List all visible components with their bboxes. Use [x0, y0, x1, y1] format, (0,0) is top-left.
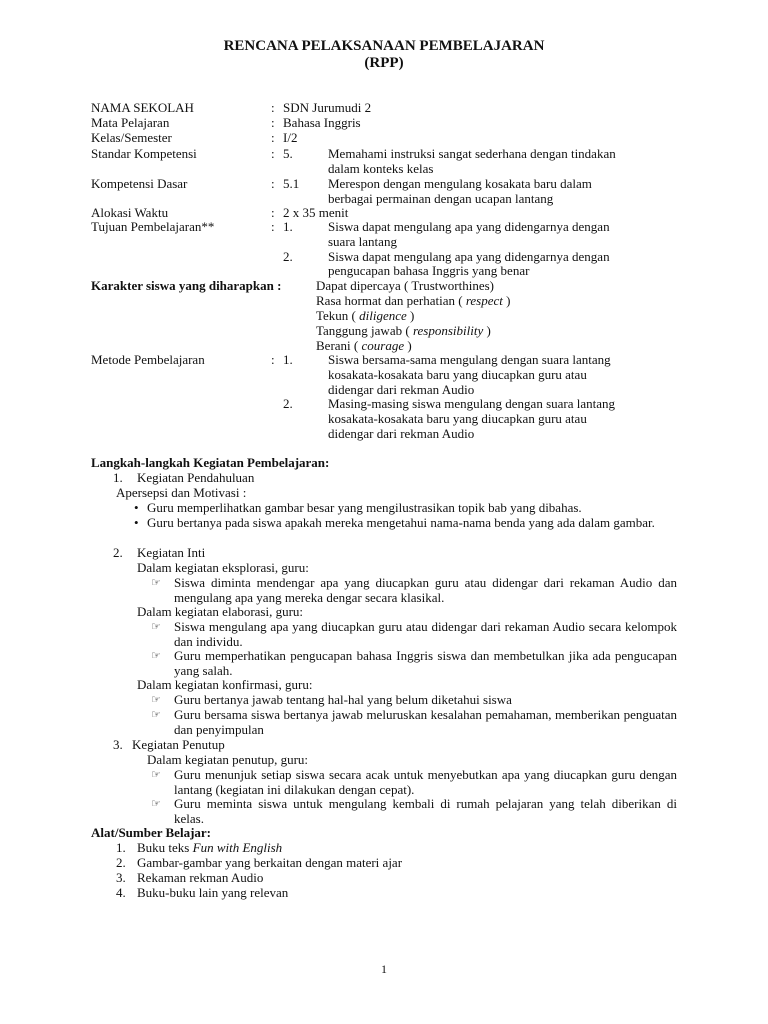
colon: :: [271, 100, 275, 115]
pointing-hand-icon: ☞: [151, 649, 161, 662]
activity-item: Guru memperhatikan pengucapan bahasa Inggris siswa dan membetulkan jika ada pengucapan yang salah.: [174, 648, 677, 678]
tujuan-text: suara lantang: [328, 234, 397, 249]
colon: :: [271, 176, 275, 191]
section-heading-alat: Alat/Sumber Belajar:: [91, 825, 211, 840]
bullet-icon: •: [134, 500, 139, 515]
label-mata-pelajaran: Mata Pelajaran: [91, 115, 170, 130]
colon: :: [271, 352, 275, 367]
bullet-item: Guru bertanya pada siswa apakah mereka mengetahui nama-nama benda yang ada dalam gambar.: [147, 515, 655, 530]
resource-item: Gambar-gambar yang berkaitan dengan materi ajar: [137, 855, 403, 870]
metode-text: didengar dari rekman Audio: [328, 382, 475, 397]
tujuan-text: Siswa dapat mengulang apa yang didengarnya dengan: [328, 219, 610, 234]
metode-text: kosakata-kosakata baru yang diucapkan guru atau: [328, 367, 587, 382]
subsection-title: Kegiatan Pendahuluan: [137, 470, 255, 485]
bullet-item: Guru memperlihatkan gambar besar yang mengilustrasikan topik bab yang dibahas.: [147, 500, 582, 515]
pointing-hand-icon: ☞: [151, 576, 161, 589]
activity-item: Guru bersama siswa bertanya jawab meluruskan kesalahan pemahaman, memberikan penguatan dan penyimpulan: [174, 707, 677, 737]
colon: :: [271, 205, 275, 220]
karakter-item: Berani ( courage ): [316, 338, 412, 353]
tujuan-number: 1.: [283, 219, 293, 234]
list-number: 1.: [113, 470, 123, 485]
label-kompetensi-dasar: Kompetensi Dasar: [91, 176, 188, 191]
tujuan-number: 2.: [283, 249, 293, 264]
value-kelas-semester: I/2: [283, 130, 298, 145]
list-number: 3.: [113, 737, 123, 752]
pointing-hand-icon: ☞: [151, 797, 161, 810]
value-mata-pelajaran: Bahasa Inggris: [283, 115, 361, 130]
label-nama-sekolah: NAMA SEKOLAH: [91, 100, 194, 115]
sk-text-line2: dalam konteks kelas: [328, 161, 434, 176]
subsection-title: Kegiatan Penutup: [132, 737, 225, 752]
activity-item: Guru meminta siswa untuk mengulang kembali di rumah pelajaran yang telah diberikan di kelas.: [174, 796, 677, 826]
label-kelas-semester: Kelas/Semester: [91, 130, 172, 145]
metode-number: 1.: [283, 352, 293, 367]
pointing-hand-icon: ☞: [151, 708, 161, 721]
colon: :: [271, 146, 275, 161]
activity-heading: Dalam kegiatan penutup, guru:: [147, 752, 309, 767]
activity-item: Guru menunjuk setiap siswa secara acak untuk menyebutkan apa yang diucapkan guru dengan lantang (kegiatan ini dilakukan dengan cepat).: [174, 767, 677, 797]
pointing-hand-icon: ☞: [151, 620, 161, 633]
label-standar-kompetensi: Standar Kompetensi: [91, 146, 197, 161]
karakter-item: Dapat dipercaya ( Trustworthines): [316, 278, 494, 293]
activity-heading: Dalam kegiatan eksplorasi, guru:: [137, 560, 309, 575]
resource-item: Buku-buku lain yang relevan: [137, 885, 289, 900]
kd-text-line2: berbagai permainan dengan ucapan lantang: [328, 191, 554, 206]
kd-text-line1: Merespon dengan mengulang kosakata baru dalam: [328, 176, 592, 191]
metode-text: Siswa bersama-sama mengulang dengan suara lantang: [328, 352, 611, 367]
karakter-item: Tekun ( diligence ): [316, 308, 415, 323]
list-number: 3.: [116, 870, 126, 885]
activity-heading: Dalam kegiatan elaborasi, guru:: [137, 604, 304, 619]
activity-item: Guru bertanya jawab tentang hal-hal yang belum diketahui siswa: [174, 692, 512, 707]
colon: :: [271, 130, 275, 145]
colon: :: [271, 115, 275, 130]
activity-item: Siswa mengulang apa yang diucapkan guru atau didengar dari rekaman Audio secara kelompok dan individu.: [174, 619, 677, 649]
document-subtitle: (RPP): [364, 55, 404, 71]
resource-item: Rekaman rekman Audio: [137, 870, 264, 885]
list-number: 2.: [113, 545, 123, 560]
bullet-icon: •: [134, 515, 139, 530]
pointing-hand-icon: ☞: [151, 768, 161, 781]
sk-text-line1: Memahami instruksi sangat sederhana dengan tindakan: [328, 146, 616, 161]
label-metode-pembelajaran: Metode Pembelajaran: [91, 352, 205, 367]
value-alokasi-waktu: 2 x 35 menit: [283, 205, 349, 220]
list-number: 2.: [116, 855, 126, 870]
subsection-title: Kegiatan Inti: [137, 545, 206, 560]
section-heading-langkah: Langkah-langkah Kegiatan Pembelajaran:: [91, 455, 330, 470]
label-karakter: Karakter siswa yang diharapkan :: [91, 278, 282, 293]
tujuan-text: pengucapan bahasa Inggris yang benar: [328, 263, 530, 278]
subsection-subtitle: Apersepsi dan Motivasi :: [116, 485, 247, 500]
list-number: 1.: [116, 840, 126, 855]
metode-number: 2.: [283, 396, 293, 411]
activity-item: Siswa diminta mendengar apa yang diucapkan guru atau didengar dari rekaman Audio dan mengulang apa yang mereka dengar secara klasikal.: [174, 575, 677, 605]
metode-text: kosakata-kosakata baru yang diucapkan guru atau: [328, 411, 587, 426]
label-alokasi-waktu: Alokasi Waktu: [91, 205, 169, 220]
value-nama-sekolah: SDN Jurumudi 2: [283, 100, 372, 115]
document-title: RENCANA PELAKSANAAN PEMBELAJARAN: [223, 38, 545, 54]
sk-number: 5.: [283, 146, 293, 161]
pointing-hand-icon: ☞: [151, 693, 161, 706]
karakter-item: Rasa hormat dan perhatian ( respect ): [316, 293, 511, 308]
activity-heading: Dalam kegiatan konfirmasi, guru:: [137, 677, 313, 692]
colon: :: [271, 219, 275, 234]
label-tujuan-pembelajaran: Tujuan Pembelajaran**: [91, 219, 215, 234]
karakter-item: Tanggung jawab ( responsibility ): [316, 323, 491, 338]
resource-item: Buku teks Fun with English: [137, 840, 283, 855]
metode-text: didengar dari rekman Audio: [328, 426, 475, 441]
list-number: 4.: [116, 885, 126, 900]
kd-number: 5.1: [283, 176, 300, 191]
tujuan-text: Siswa dapat mengulang apa yang didengarnya dengan: [328, 249, 610, 264]
metode-text: Masing-masing siswa mengulang dengan suara lantang: [328, 396, 616, 411]
page-number: 1: [381, 962, 387, 976]
